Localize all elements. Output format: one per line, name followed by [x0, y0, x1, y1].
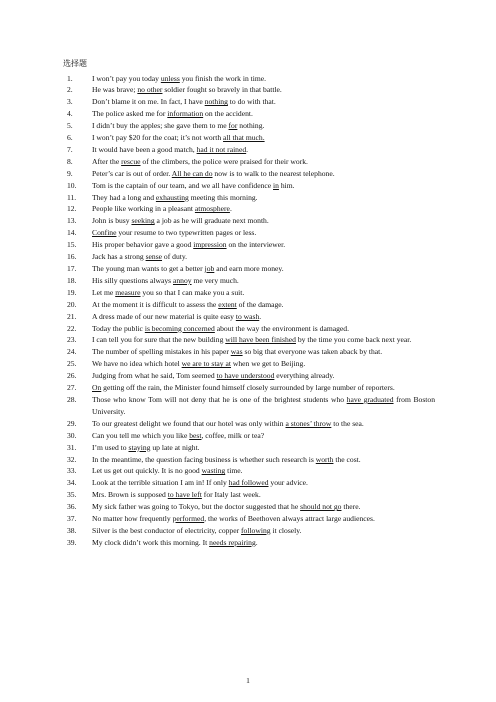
item-text: [92, 311, 435, 323]
item-number: 16.: [67, 252, 77, 262]
text-segment: , coffee, milk or tea?: [201, 430, 265, 440]
item-text: [92, 120, 435, 132]
item-number: 37.: [67, 514, 77, 524]
question-list: [63, 73, 435, 549]
text-segment: to do with that.: [227, 97, 276, 107]
text-segment: John is busy: [92, 216, 132, 226]
text-segment: .: [246, 144, 249, 154]
list-item: [63, 430, 435, 442]
text-segment: We have no idea which hotel: [92, 359, 182, 369]
underlined-answer: wasting: [201, 466, 226, 476]
text-segment: Can you tell me which you like: [92, 430, 190, 440]
item-number: 17.: [67, 264, 77, 273]
text-segment: I can tell you for sure that the new building: [92, 335, 226, 345]
item-number: 32.: [67, 454, 77, 464]
text-segment: Tom is the captain of our team, and we all have confidence: [92, 180, 274, 190]
text-segment: so big that everyone was taken aback by that.: [242, 347, 383, 357]
underlined-answer: to have left: [167, 490, 202, 500]
text-segment: Let us get out quickly. It is no good: [92, 466, 202, 476]
underlined-answer: best: [189, 430, 202, 440]
item-text: [92, 525, 435, 537]
list-item: [63, 418, 435, 430]
item-number: 30.: [67, 430, 77, 440]
list-item: [63, 192, 435, 204]
underlined-answer: we are to stay at: [181, 359, 231, 369]
underlined-answer: sense: [145, 252, 163, 262]
list-item: [63, 525, 435, 537]
underlined-answer: no other: [137, 85, 163, 95]
item-text: [92, 358, 435, 370]
item-number: 7.: [67, 144, 73, 154]
text-segment: on the interviewer.: [226, 240, 286, 250]
list-item: [63, 299, 435, 311]
item-text: [92, 168, 435, 180]
underlined-answer: job: [204, 264, 215, 273]
underlined-answer: all that much.: [223, 133, 265, 143]
underlined-answer: atmosphere: [194, 204, 230, 214]
text-segment: you so that I can make you a suit.: [140, 287, 245, 297]
list-item: [63, 501, 435, 513]
text-segment: A dress made of our new material is quite easy: [92, 311, 236, 321]
item-number: 21.: [67, 311, 77, 321]
item-text: [92, 489, 435, 501]
item-number: 1.: [67, 73, 73, 83]
item-number: 13.: [67, 216, 77, 226]
underlined-answer: needs repairing: [209, 537, 256, 547]
item-text: [92, 287, 435, 299]
underlined-answer: in: [273, 180, 279, 190]
item-text: [92, 430, 435, 442]
list-item: [63, 168, 435, 180]
text-segment: for Italy last week.: [201, 490, 261, 500]
item-text: [92, 96, 435, 108]
item-number: 4.: [67, 109, 73, 119]
item-number: 19.: [67, 287, 77, 297]
text-segment: up late at night.: [150, 442, 200, 452]
text-segment: to the sea.: [331, 418, 364, 428]
list-item: [63, 215, 435, 227]
item-number: 38.: [67, 525, 77, 535]
text-segment: Today the public: [92, 323, 145, 333]
underlined-answer: for: [228, 121, 238, 131]
text-segment: by the time you come back next year.: [295, 335, 412, 345]
item-text: [92, 323, 435, 335]
list-item: [63, 370, 435, 382]
item-number: 14.: [67, 228, 77, 238]
list-item: [63, 275, 435, 287]
item-text: [92, 442, 435, 454]
item-number: 27.: [67, 383, 77, 393]
underlined-answer: to have understood: [216, 371, 275, 381]
text-segment: soldier fought so bravely in that battle.: [162, 85, 282, 95]
underlined-answer: was: [230, 347, 243, 357]
list-item: [63, 477, 435, 489]
list-item: [63, 323, 435, 335]
item-number: 36.: [67, 502, 77, 512]
underlined-answer: had followed: [228, 478, 269, 488]
text-segment: from Boston University.: [92, 394, 435, 416]
list-item: [63, 311, 435, 323]
item-text: [92, 299, 435, 311]
list-item: [63, 442, 435, 454]
item-number: 5.: [67, 121, 73, 131]
text-segment: .: [259, 311, 262, 321]
text-segment: I won’t pay you today: [92, 73, 161, 83]
item-number: 3.: [67, 97, 73, 107]
page-number: 1: [246, 676, 250, 685]
list-item: [63, 73, 435, 85]
text-segment: everything already.: [274, 371, 335, 381]
underlined-answer: unless: [160, 73, 180, 83]
text-segment: a job as he will graduate next month.: [154, 216, 269, 226]
underlined-answer: a stones’ throw: [285, 418, 332, 428]
list-item: [63, 358, 435, 370]
item-text: [92, 156, 435, 168]
text-segment: on the accident.: [203, 109, 253, 119]
item-text: [92, 227, 435, 239]
item-text: [92, 477, 435, 489]
item-text: [92, 215, 435, 227]
text-segment: I won’t pay $20 for the coat; it’s not worth: [92, 133, 224, 143]
item-number: 15.: [67, 240, 77, 250]
text-segment: He was brave;: [92, 85, 138, 95]
text-segment: your resume to two typewritten pages or less.: [116, 228, 257, 238]
text-segment: now is to walk to the nearest telephone.: [212, 168, 335, 178]
item-text: [92, 263, 435, 275]
text-segment: of the damage.: [236, 299, 284, 309]
text-segment: time.: [225, 466, 243, 476]
item-number: 8.: [67, 156, 73, 166]
underlined-answer: extent: [218, 299, 237, 309]
underlined-answer: will have been finished: [225, 335, 296, 345]
text-segment: His proper behavior gave a good: [92, 240, 194, 250]
list-item: [63, 180, 435, 192]
text-segment: getting off the rain, the Minister found himself closely surrounded by large number of reporters.: [101, 383, 395, 393]
text-segment: Mrs. Brown is supposed: [92, 490, 168, 500]
underlined-answer: should not go: [300, 502, 342, 512]
list-item: [63, 263, 435, 275]
text-segment: about the way the environment is damaged.: [214, 323, 349, 333]
text-segment: In the meantime, the question facing business is whether such research is: [92, 454, 316, 464]
text-segment: you finish the work in time.: [179, 73, 267, 83]
list-item: [63, 346, 435, 358]
text-segment: I’m used to: [92, 442, 129, 452]
underlined-answer: measure: [115, 287, 141, 297]
text-segment: My clock didn’t work this morning. It: [92, 537, 210, 547]
item-number: 22.: [67, 323, 77, 333]
text-segment: They had a long and: [92, 192, 156, 202]
list-item: [63, 120, 435, 132]
text-segment: .: [229, 204, 232, 214]
item-text: [92, 73, 435, 85]
text-segment: Those who know Tom will not deny that he is one of the brightest students who: [92, 394, 347, 404]
text-segment: .: [255, 537, 258, 547]
text-segment: it closely.: [270, 525, 302, 535]
text-segment: him.: [278, 180, 295, 190]
item-number: 20.: [67, 299, 77, 309]
underlined-answer: Confine: [92, 228, 117, 238]
text-segment: the cost.: [333, 454, 361, 464]
item-text: [92, 370, 435, 382]
list-item: [63, 489, 435, 501]
list-item: [63, 454, 435, 466]
text-segment: of duty.: [162, 252, 188, 262]
text-segment: No matter how frequently: [92, 514, 173, 524]
text-segment: Peter’s car is out of order.: [92, 168, 172, 178]
item-text: [92, 501, 435, 513]
list-item: [63, 513, 435, 525]
list-item: [63, 251, 435, 263]
underlined-answer: information: [167, 109, 204, 119]
item-text: [92, 108, 435, 120]
text-segment: your advice.: [268, 478, 308, 488]
item-number: 12.: [67, 204, 77, 214]
item-text: [92, 537, 435, 549]
underlined-answer: worth: [315, 454, 334, 464]
item-text: [92, 180, 435, 192]
item-number: 26.: [67, 371, 77, 381]
item-number: 31.: [67, 442, 77, 452]
item-number: 29.: [67, 418, 77, 428]
item-text: [92, 84, 435, 96]
item-text: [92, 465, 435, 477]
text-segment: The young man wants to get a better: [92, 264, 205, 273]
text-segment: After the: [92, 156, 122, 166]
item-text: [92, 394, 435, 418]
text-segment: , the works of Beethoven always attract large audiences.: [204, 514, 375, 524]
text-segment: Judging from what he said, Tom seemed: [92, 371, 217, 381]
item-number: 28.: [67, 394, 77, 404]
text-segment: when we get to Beijing.: [230, 359, 306, 369]
list-item: [63, 334, 435, 346]
item-text: [92, 144, 435, 156]
item-text: [92, 132, 435, 144]
underlined-answer: is becoming concerned: [144, 323, 215, 333]
item-number: 35.: [67, 490, 77, 500]
item-number: 34.: [67, 478, 77, 488]
list-item: [63, 287, 435, 299]
item-number: 11.: [67, 192, 77, 202]
text-segment: Look at the terrible situation I am in! If only: [92, 478, 229, 488]
underlined-answer: nothing: [204, 97, 228, 107]
underlined-answer: to wash: [235, 311, 260, 321]
item-text: [92, 203, 435, 215]
item-text: [92, 275, 435, 287]
text-segment: It would have been a good match,: [92, 144, 197, 154]
item-number: 2.: [67, 85, 73, 95]
item-number: 9.: [67, 168, 73, 178]
underlined-answer: exhausting: [155, 192, 189, 202]
text-segment: Don’t blame it on me. In fact, I have: [92, 97, 205, 107]
item-text: [92, 454, 435, 466]
text-segment: me very much.: [191, 275, 239, 285]
underlined-answer: annoy: [173, 275, 192, 285]
list-item: [63, 96, 435, 108]
text-segment: Let me: [92, 287, 116, 297]
item-text: [92, 239, 435, 251]
list-item: [63, 465, 435, 477]
item-text: [92, 513, 435, 525]
list-item: [63, 239, 435, 251]
item-text: [92, 418, 435, 430]
underlined-answer: have graduated: [346, 394, 394, 404]
item-text: [92, 346, 435, 358]
item-number: 24.: [67, 347, 77, 357]
list-item: [63, 144, 435, 156]
list-item: [63, 132, 435, 144]
underlined-answer: performed: [172, 514, 205, 524]
text-segment: of the climbers, the police were praised for their work.: [140, 156, 308, 166]
item-number: 39.: [67, 537, 77, 547]
text-segment: and earn more money.: [214, 264, 284, 273]
item-number: 6.: [67, 133, 73, 143]
section-title: 选择题: [63, 59, 87, 68]
list-item: [63, 203, 435, 215]
item-text: [92, 334, 435, 346]
item-number: 33.: [67, 466, 77, 476]
list-item: [63, 382, 435, 394]
underlined-answer: following: [241, 525, 271, 535]
item-number: 25.: [67, 359, 77, 369]
list-item: [63, 84, 435, 96]
list-item: [63, 108, 435, 120]
text-segment: The police asked me for: [92, 109, 168, 119]
list-item: [63, 394, 435, 418]
text-segment: His silly questions always: [92, 275, 173, 285]
item-number: 10.: [67, 180, 77, 190]
underlined-answer: rescue: [121, 156, 141, 166]
text-segment: I didn’t buy the apples; she gave them to me: [92, 121, 229, 131]
text-segment: My sick father was going to Tokyo, but the doctor suggested that he: [92, 502, 301, 512]
underlined-answer: seeking: [131, 216, 155, 226]
text-segment: People like working in a pleasant: [92, 204, 195, 214]
item-text: [92, 382, 435, 394]
text-segment: there.: [341, 502, 361, 512]
text-segment: To our greatest delight we found that our hotel was only within: [92, 418, 286, 428]
item-number: 18.: [67, 275, 77, 285]
list-item: [63, 227, 435, 239]
list-item: [63, 537, 435, 549]
underlined-answer: All he can do: [171, 168, 213, 178]
underlined-answer: On: [92, 383, 102, 393]
item-text: [92, 251, 435, 263]
item-number: 23.: [67, 335, 77, 345]
list-item: [63, 156, 435, 168]
text-segment: Silver is the best conductor of electricity, copper: [92, 525, 242, 535]
text-segment: At the moment it is difficult to assess the: [92, 299, 219, 309]
underlined-answer: impression: [193, 240, 227, 250]
text-segment: The number of spelling mistakes in his paper: [92, 347, 231, 357]
text-segment: Jack has a strong: [92, 252, 146, 262]
text-segment: meeting this morning.: [188, 192, 258, 202]
item-text: [92, 192, 435, 204]
text-segment: nothing.: [237, 121, 265, 131]
underlined-answer: had it not rained: [196, 144, 247, 154]
underlined-answer: staying: [128, 442, 151, 452]
